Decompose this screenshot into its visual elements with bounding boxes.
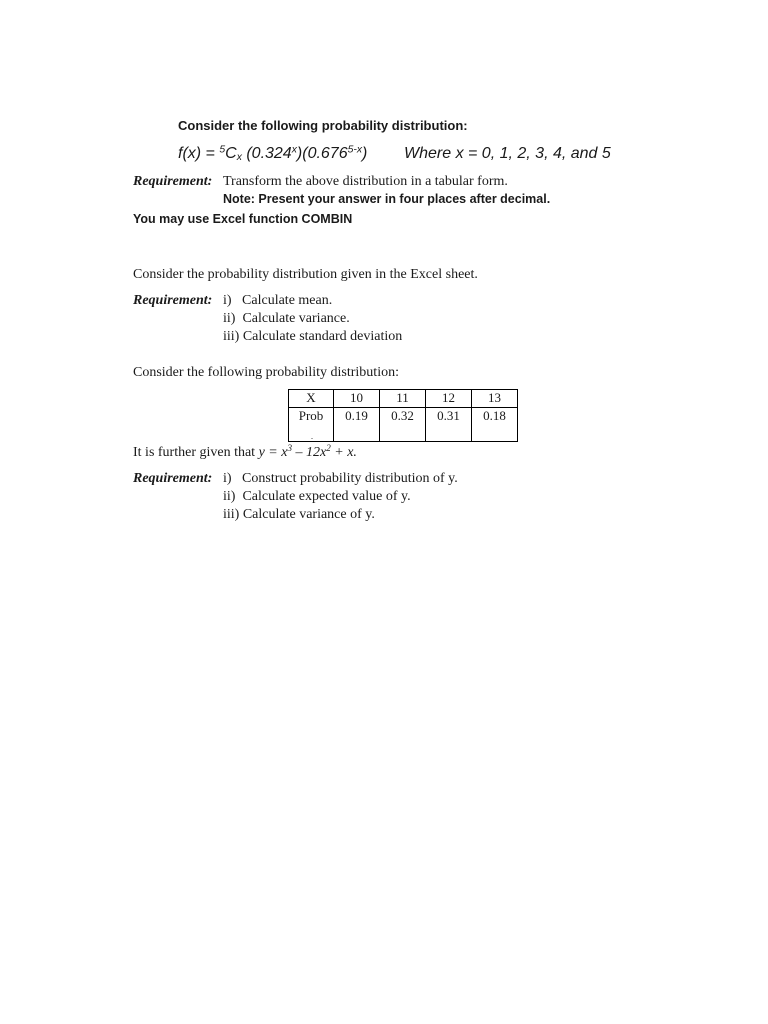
- table-cell: 0.18: [472, 408, 518, 442]
- q2-item-1: i) Calculate mean.: [223, 293, 333, 308]
- q1-req-label: Requirement:: [133, 174, 213, 189]
- table-prob-row: [289, 408, 518, 442]
- q3-req-label: Requirement:: [133, 471, 213, 486]
- given-sup-2: 2: [326, 443, 331, 453]
- q1-formula-where: Where x = 0, 1, 2, 3, 4, and 5: [404, 145, 611, 162]
- formula-sub-x: x: [236, 152, 242, 164]
- q3-item-3: iii) Calculate variance of y.: [223, 507, 375, 522]
- formula-part1: (0.324: [241, 145, 292, 162]
- q1-note: Note: Present your answer in four places after decimal.: [223, 192, 551, 206]
- q2-intro: Consider the probability distribution given in the Excel sheet.: [133, 267, 478, 282]
- q2-req-label: Requirement:: [133, 293, 213, 308]
- formula-fx: f(x) =: [178, 145, 220, 162]
- given-sup-3: 3: [287, 443, 292, 453]
- table-cell: 0.31: [426, 408, 472, 442]
- formula-part3: ): [362, 145, 368, 162]
- table-cell: 12: [426, 390, 472, 408]
- formula-sup-x: x: [291, 144, 297, 156]
- q1-intro: Consider the following probability distribution:: [178, 118, 468, 133]
- q1-req-text: Transform the above distribution in a tabular form.: [223, 174, 508, 189]
- table-stray-dot: .: [311, 432, 313, 441]
- q3-given: [133, 445, 357, 461]
- table-cell: 0.19: [334, 408, 380, 442]
- table-cell: 11: [380, 390, 426, 408]
- q3-item-1: i) Construct probability distribution of y.: [223, 471, 458, 486]
- table-cell: 13: [472, 390, 518, 408]
- q3-item-2: ii) Calculate expected value of y.: [223, 489, 411, 504]
- q2-item-3: iii) Calculate standard deviation: [223, 329, 403, 344]
- table-cell: 10: [334, 390, 380, 408]
- q1-excel-hint: You may use Excel function COMBIN: [133, 212, 353, 226]
- formula-sup-5x: 5-x: [347, 144, 363, 156]
- q1-formula: [178, 145, 367, 163]
- given-mid: – 12x: [292, 445, 327, 460]
- q3-intro: Consider the following probability distribution:: [133, 365, 399, 380]
- given-end: + x.: [330, 445, 357, 460]
- table-header-row: [289, 390, 518, 408]
- table-cell: 0.32: [380, 408, 426, 442]
- formula-C: C: [225, 145, 237, 162]
- formula-part2: )(0.676: [296, 145, 348, 162]
- table-cell: Prob: [289, 408, 334, 442]
- given-y: y = x: [258, 445, 288, 460]
- q2-item-2: ii) Calculate variance.: [223, 311, 350, 326]
- table-cell: X: [289, 390, 334, 408]
- given-prefix: It is further given that: [133, 445, 259, 460]
- probability-table: [288, 389, 518, 442]
- formula-sup-5: 5: [219, 144, 226, 156]
